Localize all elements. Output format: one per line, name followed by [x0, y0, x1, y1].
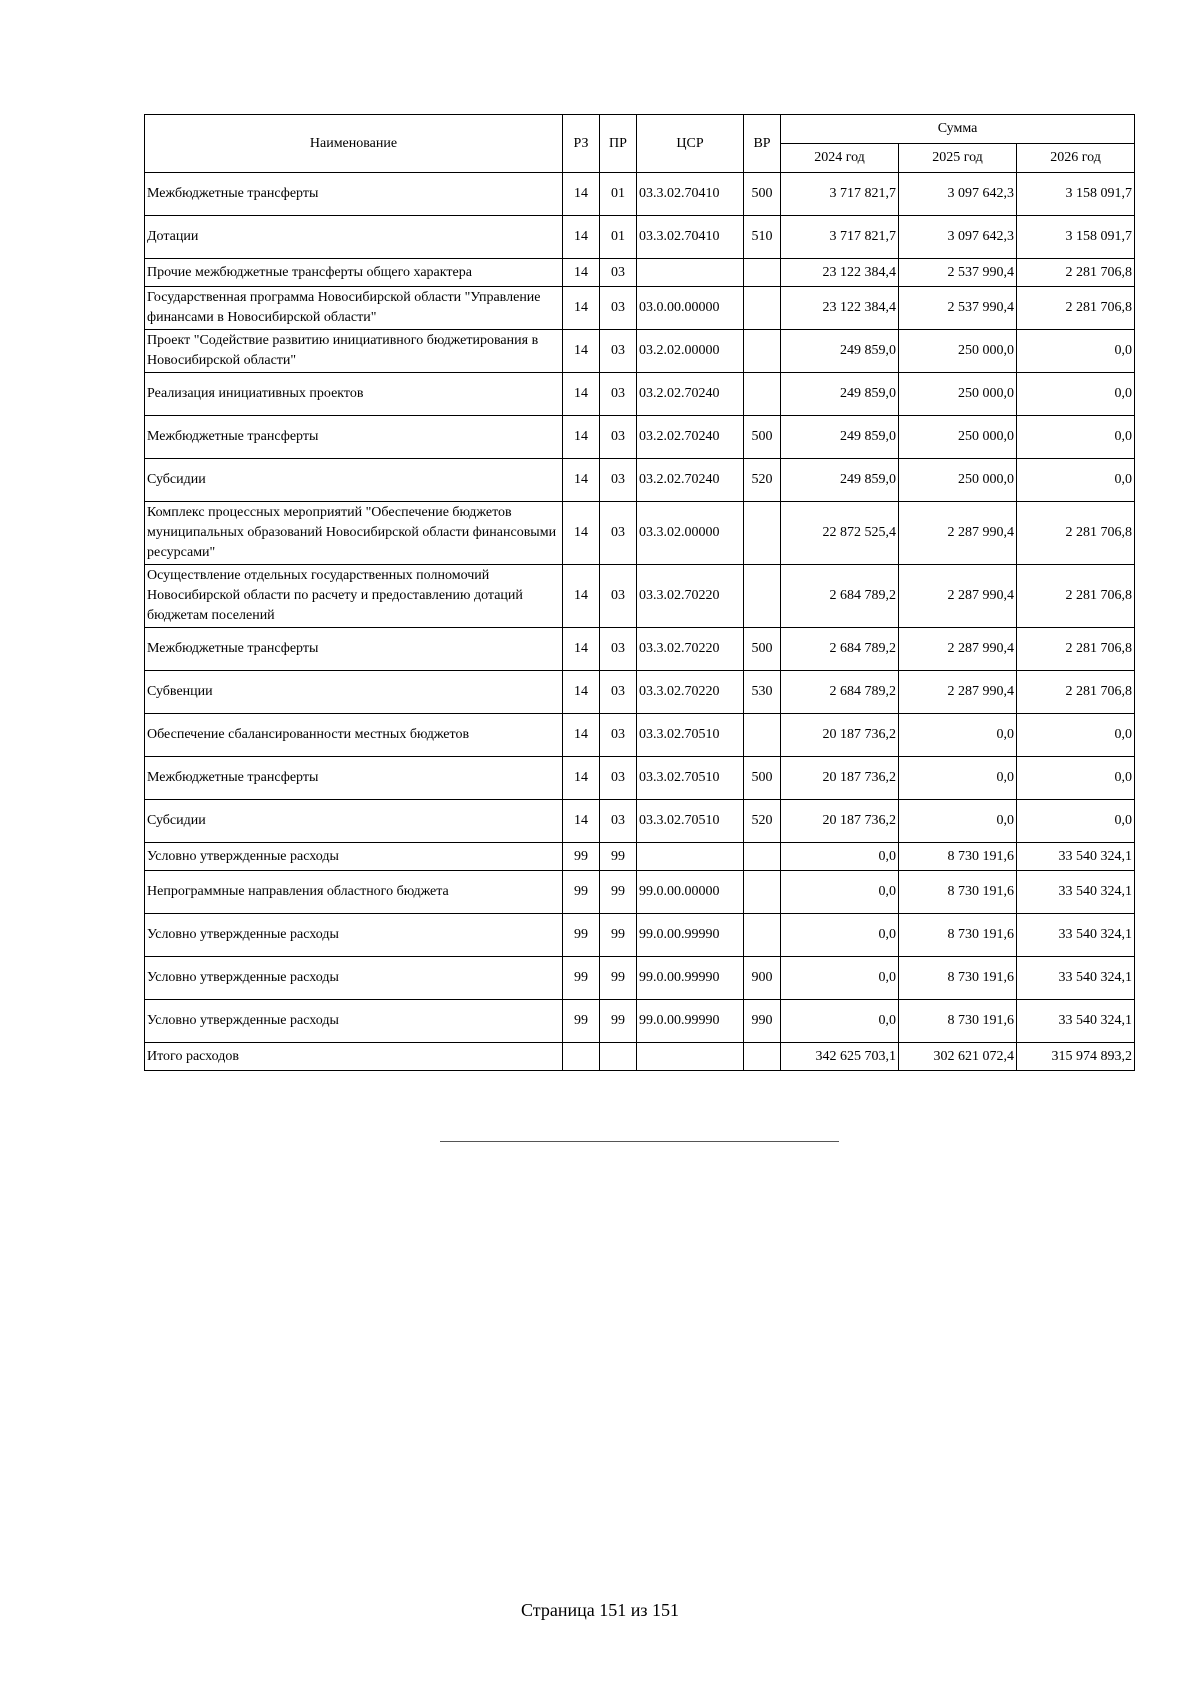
cell-pr: 03	[600, 373, 637, 416]
cell-2026: 0,0	[1017, 416, 1135, 459]
cell-rz: 14	[563, 671, 600, 714]
header-pr: ПР	[600, 115, 637, 173]
cell-2026: 0,0	[1017, 714, 1135, 757]
cell-2026: 2 281 706,8	[1017, 287, 1135, 330]
cell-pr: 99	[600, 871, 637, 914]
cell-rz: 14	[563, 459, 600, 502]
cell-vr: 530	[744, 671, 781, 714]
cell-2026: 0,0	[1017, 330, 1135, 373]
cell-vr: 900	[744, 957, 781, 1000]
cell-name: Субсидии	[145, 459, 563, 502]
cell-vr	[744, 373, 781, 416]
cell-name: Условно утвержденные расходы	[145, 957, 563, 1000]
table-row	[145, 416, 1135, 459]
cell-vr: 520	[744, 459, 781, 502]
cell-2026: 2 281 706,8	[1017, 671, 1135, 714]
cell-2024: 2 684 789,2	[781, 671, 899, 714]
cell-2026: 2 281 706,8	[1017, 502, 1135, 565]
cell-rz: 14	[563, 714, 600, 757]
cell-pr: 99	[600, 1000, 637, 1043]
cell-2025: 0,0	[899, 757, 1017, 800]
cell-2026: 33 540 324,1	[1017, 957, 1135, 1000]
cell-rz: 14	[563, 373, 600, 416]
header-year-2025: 2025 год	[899, 144, 1017, 173]
cell-2025: 0,0	[899, 800, 1017, 843]
cell-2025: 2 287 990,4	[899, 565, 1017, 628]
cell-csr: 03.3.02.70510	[637, 800, 744, 843]
cell-csr: 03.3.02.70220	[637, 628, 744, 671]
cell-2026: 315 974 893,2	[1017, 1043, 1135, 1071]
cell-vr	[744, 714, 781, 757]
table-row	[145, 957, 1135, 1000]
table-row	[145, 1000, 1135, 1043]
cell-2024: 249 859,0	[781, 330, 899, 373]
cell-2025: 3 097 642,3	[899, 216, 1017, 259]
cell-name: Субвенции	[145, 671, 563, 714]
cell-rz: 99	[563, 957, 600, 1000]
header-name: Наименование	[145, 115, 563, 173]
cell-2024: 2 684 789,2	[781, 565, 899, 628]
cell-2026: 3 158 091,7	[1017, 173, 1135, 216]
cell-name: Осуществление отдельных государственных полномочий Новосибирской области по расчету и предоставлению дотаций бюджетам поселений	[145, 565, 563, 628]
cell-pr: 03	[600, 259, 637, 287]
cell-2024: 2 684 789,2	[781, 628, 899, 671]
cell-2024: 249 859,0	[781, 373, 899, 416]
cell-2024: 20 187 736,2	[781, 714, 899, 757]
cell-2026: 2 281 706,8	[1017, 628, 1135, 671]
table-row	[145, 714, 1135, 757]
cell-2026: 33 540 324,1	[1017, 914, 1135, 957]
cell-pr: 03	[600, 565, 637, 628]
table-body	[145, 173, 1135, 1071]
cell-rz	[563, 1043, 600, 1071]
cell-2024: 20 187 736,2	[781, 800, 899, 843]
table-row	[145, 914, 1135, 957]
cell-csr: 99.0.00.99990	[637, 957, 744, 1000]
cell-2025: 2 287 990,4	[899, 671, 1017, 714]
cell-pr: 03	[600, 800, 637, 843]
cell-2025: 8 730 191,6	[899, 871, 1017, 914]
cell-2025: 8 730 191,6	[899, 957, 1017, 1000]
cell-rz: 14	[563, 173, 600, 216]
footer-divider	[440, 1141, 839, 1142]
cell-2024: 3 717 821,7	[781, 173, 899, 216]
cell-rz: 14	[563, 502, 600, 565]
cell-2025: 2 287 990,4	[899, 628, 1017, 671]
cell-rz: 14	[563, 757, 600, 800]
cell-rz: 14	[563, 565, 600, 628]
cell-2024: 20 187 736,2	[781, 757, 899, 800]
cell-2024: 249 859,0	[781, 416, 899, 459]
table-row	[145, 757, 1135, 800]
cell-csr: 03.3.02.70510	[637, 714, 744, 757]
cell-vr	[744, 871, 781, 914]
cell-name: Прочие межбюджетные трансферты общего характера	[145, 259, 563, 287]
cell-2025: 302 621 072,4	[899, 1043, 1017, 1071]
table-row	[145, 800, 1135, 843]
cell-csr: 03.2.02.70240	[637, 373, 744, 416]
table-row	[145, 287, 1135, 330]
cell-pr: 99	[600, 843, 637, 871]
cell-vr	[744, 330, 781, 373]
table-row	[145, 671, 1135, 714]
cell-rz: 14	[563, 800, 600, 843]
cell-vr: 510	[744, 216, 781, 259]
cell-rz: 14	[563, 628, 600, 671]
cell-pr: 03	[600, 757, 637, 800]
header-year-2024: 2024 год	[781, 144, 899, 173]
cell-csr: 03.3.02.70220	[637, 565, 744, 628]
cell-vr: 990	[744, 1000, 781, 1043]
cell-rz: 99	[563, 914, 600, 957]
header-csr: ЦСР	[637, 115, 744, 173]
table-row	[145, 871, 1135, 914]
header-year-2026: 2026 год	[1017, 144, 1135, 173]
cell-rz: 14	[563, 330, 600, 373]
cell-name: Дотации	[145, 216, 563, 259]
cell-pr: 03	[600, 502, 637, 565]
cell-csr: 03.2.02.00000	[637, 330, 744, 373]
cell-csr: 03.2.02.70240	[637, 416, 744, 459]
cell-2026: 33 540 324,1	[1017, 1000, 1135, 1043]
cell-2025: 8 730 191,6	[899, 914, 1017, 957]
cell-vr: 500	[744, 628, 781, 671]
cell-2025: 3 097 642,3	[899, 173, 1017, 216]
cell-rz: 14	[563, 287, 600, 330]
table-row	[145, 459, 1135, 502]
cell-2024: 0,0	[781, 871, 899, 914]
table-row	[145, 330, 1135, 373]
cell-name: Межбюджетные трансферты	[145, 757, 563, 800]
cell-name: Комплекс процессных мероприятий "Обеспечение бюджетов муниципальных образований Новосибирской области финансовыми ресурсами"	[145, 502, 563, 565]
cell-2026: 0,0	[1017, 459, 1135, 502]
cell-pr: 03	[600, 330, 637, 373]
cell-2026: 0,0	[1017, 373, 1135, 416]
budget-table	[144, 114, 1135, 1071]
cell-2026: 2 281 706,8	[1017, 259, 1135, 287]
cell-rz: 14	[563, 416, 600, 459]
cell-2024: 0,0	[781, 957, 899, 1000]
cell-2025: 250 000,0	[899, 459, 1017, 502]
cell-2025: 250 000,0	[899, 330, 1017, 373]
cell-vr: 500	[744, 173, 781, 216]
cell-2024: 0,0	[781, 1000, 899, 1043]
cell-2025: 2 537 990,4	[899, 259, 1017, 287]
cell-2025: 8 730 191,6	[899, 1000, 1017, 1043]
cell-rz: 14	[563, 259, 600, 287]
cell-2024: 23 122 384,4	[781, 259, 899, 287]
cell-name: Условно утвержденные расходы	[145, 914, 563, 957]
cell-2024: 0,0	[781, 914, 899, 957]
cell-2026: 3 158 091,7	[1017, 216, 1135, 259]
cell-2024: 0,0	[781, 843, 899, 871]
cell-vr: 520	[744, 800, 781, 843]
cell-2024: 22 872 525,4	[781, 502, 899, 565]
cell-vr	[744, 259, 781, 287]
cell-vr: 500	[744, 416, 781, 459]
table-row	[145, 565, 1135, 628]
cell-csr: 03.2.02.70240	[637, 459, 744, 502]
table-header	[145, 115, 1135, 173]
table-row	[145, 502, 1135, 565]
cell-pr: 03	[600, 416, 637, 459]
cell-pr: 01	[600, 173, 637, 216]
cell-rz: 99	[563, 843, 600, 871]
cell-csr: 03.3.02.00000	[637, 502, 744, 565]
header-rz: РЗ	[563, 115, 600, 173]
cell-2026: 2 281 706,8	[1017, 565, 1135, 628]
cell-csr: 99.0.00.99990	[637, 914, 744, 957]
cell-pr: 99	[600, 957, 637, 1000]
table-row	[145, 173, 1135, 216]
cell-name: Итого расходов	[145, 1043, 563, 1071]
cell-csr: 03.3.02.70410	[637, 216, 744, 259]
cell-name: Межбюджетные трансферты	[145, 173, 563, 216]
cell-2025: 2 287 990,4	[899, 502, 1017, 565]
cell-2025: 0,0	[899, 714, 1017, 757]
cell-pr: 03	[600, 287, 637, 330]
cell-name: Субсидии	[145, 800, 563, 843]
cell-2024: 249 859,0	[781, 459, 899, 502]
cell-vr	[744, 843, 781, 871]
cell-2024: 342 625 703,1	[781, 1043, 899, 1071]
cell-name: Непрограммные направления областного бюджета	[145, 871, 563, 914]
cell-name: Реализация инициативных проектов	[145, 373, 563, 416]
cell-vr	[744, 565, 781, 628]
cell-vr	[744, 502, 781, 565]
cell-csr	[637, 259, 744, 287]
table-row	[145, 628, 1135, 671]
cell-name: Межбюджетные трансферты	[145, 416, 563, 459]
cell-rz: 99	[563, 871, 600, 914]
cell-name: Межбюджетные трансферты	[145, 628, 563, 671]
cell-rz: 14	[563, 216, 600, 259]
header-vr: ВР	[744, 115, 781, 173]
cell-name: Государственная программа Новосибирской области "Управление финансами в Новосибирской области"	[145, 287, 563, 330]
cell-name: Условно утвержденные расходы	[145, 1000, 563, 1043]
cell-csr: 03.3.02.70510	[637, 757, 744, 800]
cell-2024: 3 717 821,7	[781, 216, 899, 259]
cell-pr: 03	[600, 628, 637, 671]
cell-2026: 0,0	[1017, 757, 1135, 800]
cell-2025: 250 000,0	[899, 416, 1017, 459]
cell-vr: 500	[744, 757, 781, 800]
cell-2026: 33 540 324,1	[1017, 843, 1135, 871]
cell-name: Условно утвержденные расходы	[145, 843, 563, 871]
cell-vr	[744, 914, 781, 957]
cell-csr	[637, 843, 744, 871]
table-row	[145, 843, 1135, 871]
cell-csr: 03.3.02.70220	[637, 671, 744, 714]
cell-rz: 99	[563, 1000, 600, 1043]
table-row	[145, 373, 1135, 416]
cell-pr: 03	[600, 671, 637, 714]
cell-name: Проект "Содействие развитию инициативного бюджетирования в Новосибирской области"	[145, 330, 563, 373]
cell-csr: 99.0.00.00000	[637, 871, 744, 914]
cell-name: Обеспечение сбалансированности местных бюджетов	[145, 714, 563, 757]
table-row	[145, 259, 1135, 287]
cell-vr	[744, 287, 781, 330]
cell-pr: 03	[600, 714, 637, 757]
cell-pr: 03	[600, 459, 637, 502]
cell-2025: 8 730 191,6	[899, 843, 1017, 871]
cell-csr: 03.3.02.70410	[637, 173, 744, 216]
header-sum: Сумма	[781, 115, 1135, 144]
cell-2026: 33 540 324,1	[1017, 871, 1135, 914]
cell-pr: 99	[600, 914, 637, 957]
cell-2025: 2 537 990,4	[899, 287, 1017, 330]
page-number: Страница 151 из 151	[521, 1600, 679, 1620]
cell-csr: 99.0.00.99990	[637, 1000, 744, 1043]
table-row	[145, 216, 1135, 259]
cell-csr: 03.0.00.00000	[637, 287, 744, 330]
total-row	[145, 1043, 1135, 1071]
cell-2025: 250 000,0	[899, 373, 1017, 416]
cell-2024: 23 122 384,4	[781, 287, 899, 330]
cell-2026: 0,0	[1017, 800, 1135, 843]
cell-csr	[637, 1043, 744, 1071]
cell-vr	[744, 1043, 781, 1071]
cell-pr: 01	[600, 216, 637, 259]
cell-pr	[600, 1043, 637, 1071]
